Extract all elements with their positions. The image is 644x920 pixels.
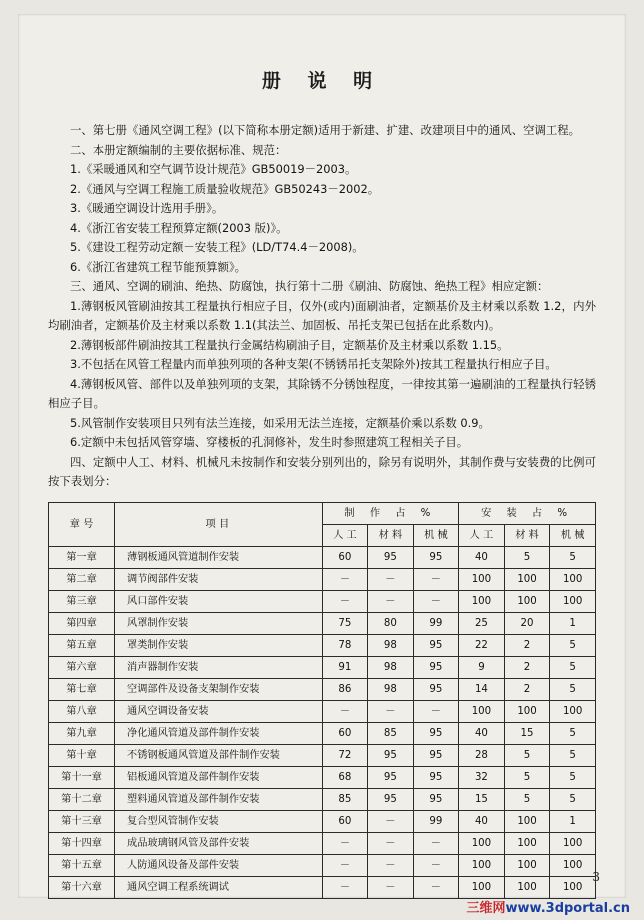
cell-chapter: 第十五章 [49, 854, 115, 876]
cell-item: 不锈钢板通风管道及部件制作安装 [115, 744, 323, 766]
cell-make-labor: － [322, 568, 367, 590]
table-row [49, 810, 596, 832]
header-make-group: 制 作 占 % [322, 502, 458, 524]
cell-make-material: 98 [368, 656, 413, 678]
cell-chapter: 第九章 [49, 722, 115, 744]
cell-item: 通风空调设备安装 [115, 700, 323, 722]
paragraph: 5.风管制作安装项目只列有法兰连接，如采用无法兰连接，定额基价乘以系数 0.9。 [70, 415, 490, 430]
cell-make-machine: － [413, 832, 458, 854]
cell-make-machine: － [413, 854, 458, 876]
paragraph: 1.薄钢板风管刷油按其工程量执行相应子目，仅外(或内)面刷油者，定额基价及主材乘以系数 1.2，内外均刷油者，定额基价及主材乘以系数 1.1(其法兰、加固板、吊托支架已包括在此系数内)。 [48, 298, 596, 332]
cell-chapter: 第十六章 [49, 876, 115, 898]
table-row [49, 678, 596, 700]
header-install-labor: 人 工 [459, 524, 505, 546]
table-row [49, 590, 596, 612]
cell-make-machine: 95 [413, 744, 458, 766]
cell-make-machine: 95 [413, 678, 458, 700]
cell-install-material: 100 [504, 810, 550, 832]
cell-install-material: 20 [504, 612, 550, 634]
cell-item: 人防通风设备及部件安装 [115, 854, 323, 876]
cell-install-material: 100 [504, 700, 550, 722]
scanned-paper [18, 14, 626, 898]
cell-make-labor: － [322, 854, 367, 876]
header-install-group: 安 装 占 % [459, 502, 596, 524]
cell-install-labor: 22 [459, 634, 505, 656]
table-row [49, 832, 596, 854]
cell-item: 空调部件及设备支架制作安装 [115, 678, 323, 700]
cell-make-machine: － [413, 590, 458, 612]
cell-make-material: － [368, 590, 413, 612]
paragraph: 6.《浙江省建筑工程节能预算额》。 [70, 259, 247, 274]
cell-make-material: － [368, 832, 413, 854]
table-row [49, 656, 596, 678]
cell-install-material: 100 [504, 832, 550, 854]
ratio-table [48, 502, 596, 899]
cell-install-labor: 100 [459, 590, 505, 612]
paragraph: 4.薄钢板风管、部件以及单独列项的支架，其除锈不分锈蚀程度，一律按其第一遍刷油的工程量执行轻锈相应子目。 [48, 376, 596, 410]
cell-chapter: 第八章 [49, 700, 115, 722]
paragraph: 2.薄钢板部件刷油按其工程量执行金属结构刷油子目，定额基价及主材乘以系数 1.15。 [70, 337, 509, 352]
cell-install-labor: 14 [459, 678, 505, 700]
cell-make-material: － [368, 854, 413, 876]
cell-make-machine: 99 [413, 810, 458, 832]
cell-make-labor: 60 [322, 810, 367, 832]
watermark-site-name: 三维网 [466, 901, 506, 916]
cell-install-material: 100 [504, 590, 550, 612]
cell-install-machine: 100 [550, 832, 596, 854]
cell-make-material: 95 [368, 766, 413, 788]
cell-install-labor: 28 [459, 744, 505, 766]
cell-make-material: － [368, 810, 413, 832]
cell-install-material: 5 [504, 788, 550, 810]
cell-install-material: 2 [504, 656, 550, 678]
cell-make-material: － [368, 700, 413, 722]
cell-make-machine: － [413, 700, 458, 722]
cell-make-material: － [368, 568, 413, 590]
table-row [49, 766, 596, 788]
header-make-machine: 机 械 [413, 524, 458, 546]
cell-install-labor: 100 [459, 876, 505, 898]
cell-chapter: 第十二章 [49, 788, 115, 810]
cell-install-labor: 100 [459, 832, 505, 854]
watermark-site-url: www.3dportal.cn [505, 901, 630, 916]
cell-make-labor: 72 [322, 744, 367, 766]
cell-make-machine: 95 [413, 788, 458, 810]
cell-install-labor: 15 [459, 788, 505, 810]
cell-make-machine: 95 [413, 722, 458, 744]
paragraph: 1.《采暖通风和空气调节设计规范》GB50019－2003。 [70, 162, 357, 176]
cell-install-machine: 5 [550, 744, 596, 766]
cell-make-labor: － [322, 832, 367, 854]
cell-item: 通风空调工程系统调试 [115, 876, 323, 898]
cell-make-material: 95 [368, 546, 413, 568]
cell-make-labor: 75 [322, 612, 367, 634]
cell-install-material: 5 [504, 744, 550, 766]
header-install-machine: 机 械 [550, 524, 596, 546]
cell-make-machine: 95 [413, 634, 458, 656]
paragraph: 3.《暖通空调设计选用手册》。 [70, 201, 224, 215]
table-row [49, 568, 596, 590]
cell-install-labor: 32 [459, 766, 505, 788]
table-header-row [49, 502, 596, 524]
header-make-material: 材 料 [368, 524, 413, 546]
table-row [49, 634, 596, 656]
page-number: 3 [592, 870, 600, 884]
cell-chapter: 第十一章 [49, 766, 115, 788]
cell-install-machine: 100 [550, 876, 596, 898]
cell-make-material: 85 [368, 722, 413, 744]
cell-install-machine: 5 [550, 788, 596, 810]
cell-item: 薄钢板通风管道制作安装 [115, 546, 323, 568]
cell-make-material: 80 [368, 612, 413, 634]
table-row [49, 722, 596, 744]
cell-item: 调节阀部件安装 [115, 568, 323, 590]
paragraph: 三、通风、空调的刷油、绝热、防腐蚀，执行第十二册《刷油、防腐蚀、绝热工程》相应定额： [70, 279, 549, 293]
cell-make-labor: 60 [322, 546, 367, 568]
table-row [49, 854, 596, 876]
cell-install-material: 5 [504, 766, 550, 788]
cell-install-material: 15 [504, 722, 550, 744]
paragraph: 四、定额中人工、材料、机械凡未按制作和安装分别列出的，除另有说明外，其制作费与安装费的比例可按下表划分： [48, 454, 596, 488]
cell-install-material: 100 [504, 876, 550, 898]
cell-chapter: 第三章 [49, 590, 115, 612]
cell-install-machine: 100 [550, 854, 596, 876]
header-make-labor: 人 工 [322, 524, 367, 546]
cell-chapter: 第五章 [49, 634, 115, 656]
cell-make-labor: 68 [322, 766, 367, 788]
cell-install-machine: 5 [550, 656, 596, 678]
body-text [48, 121, 596, 492]
cell-install-labor: 40 [459, 810, 505, 832]
paragraph: 一、第七册《通风空调工程》(以下简称本册定额)适用于新建、扩建、改建项目中的通风、空调工程。 [70, 123, 581, 137]
cell-make-material: 98 [368, 678, 413, 700]
cell-make-labor: － [322, 590, 367, 612]
cell-item: 塑料通风管道及部件制作安装 [115, 788, 323, 810]
header-install-material: 材 料 [504, 524, 550, 546]
cell-chapter: 第十四章 [49, 832, 115, 854]
cell-make-machine: 95 [413, 546, 458, 568]
table-row [49, 744, 596, 766]
table-row [49, 700, 596, 722]
paragraph: 6.定额中未包括风管穿墙、穿楼板的孔洞修补，发生时参照建筑工程相关子目。 [70, 435, 469, 449]
cell-install-labor: 9 [459, 656, 505, 678]
cell-chapter: 第十三章 [49, 810, 115, 832]
cell-install-machine: 5 [550, 678, 596, 700]
cell-install-material: 5 [504, 546, 550, 568]
cell-install-material: 100 [504, 568, 550, 590]
cell-item: 风口部件安装 [115, 590, 323, 612]
header-chapter: 章 号 [49, 502, 115, 546]
cell-install-material: 100 [504, 854, 550, 876]
cell-make-material: － [368, 876, 413, 898]
cell-install-machine: 5 [550, 722, 596, 744]
cell-install-machine: 100 [550, 590, 596, 612]
page-title: 册 说 明 [261, 70, 383, 92]
cell-make-machine: 95 [413, 766, 458, 788]
cell-chapter: 第四章 [49, 612, 115, 634]
paragraph: 5.《建设工程劳动定额－安装工程》(LD/T74.4－2008)。 [70, 240, 364, 254]
cell-install-labor: 40 [459, 546, 505, 568]
cell-make-labor: 85 [322, 788, 367, 810]
cell-chapter: 第六章 [49, 656, 115, 678]
cell-make-labor: － [322, 876, 367, 898]
paragraph: 二、本册定额编制的主要依据标准、规范： [70, 142, 287, 157]
cell-install-labor: 25 [459, 612, 505, 634]
header-item: 项 目 [115, 502, 323, 546]
table-row [49, 876, 596, 898]
cell-install-labor: 100 [459, 854, 505, 876]
cell-install-machine: 100 [550, 700, 596, 722]
cell-item: 罩类制作安装 [115, 634, 323, 656]
cell-make-material: 95 [368, 744, 413, 766]
paragraph: 2.《通风与空调工程施工质量验收规范》GB50243－2002。 [70, 181, 380, 196]
cell-make-machine: 99 [413, 612, 458, 634]
paragraph: 4.《浙江省安装工程预算定额(2003 版)》。 [70, 220, 288, 235]
cell-item: 风罩制作安装 [115, 612, 323, 634]
cell-install-machine: 100 [550, 568, 596, 590]
table-row [49, 788, 596, 810]
table-row [49, 612, 596, 634]
cell-install-labor: 100 [459, 568, 505, 590]
cell-install-labor: 100 [459, 700, 505, 722]
cell-chapter: 第二章 [49, 568, 115, 590]
cell-make-machine: 95 [413, 656, 458, 678]
cell-item: 铝板通风管道及部件制作安装 [115, 766, 323, 788]
cell-install-labor: 40 [459, 722, 505, 744]
cell-item: 消声器制作安装 [115, 656, 323, 678]
cell-install-machine: 5 [550, 766, 596, 788]
cell-make-labor: 78 [322, 634, 367, 656]
cell-make-labor: 86 [322, 678, 367, 700]
cell-chapter: 第七章 [49, 678, 115, 700]
cell-make-labor: － [322, 700, 367, 722]
cell-make-machine: － [413, 568, 458, 590]
table-row [49, 546, 596, 568]
cell-chapter: 第十章 [49, 744, 115, 766]
cell-item: 净化通风管道及部件制作安装 [115, 722, 323, 744]
cell-item: 成品玻璃钢风管及部件安装 [115, 832, 323, 854]
cell-make-material: 95 [368, 788, 413, 810]
cell-install-material: 2 [504, 678, 550, 700]
cell-make-machine: － [413, 876, 458, 898]
cell-install-machine: 1 [550, 612, 596, 634]
cell-install-machine: 5 [550, 634, 596, 656]
cell-chapter: 第一章 [49, 546, 115, 568]
cell-install-material: 2 [504, 634, 550, 656]
watermark [467, 897, 631, 916]
paragraph: 3.不包括在风管工程量内而单独列项的各种支架(不锈锈吊托支架除外)按其工程量执行相应子目。 [70, 357, 557, 371]
cell-make-material: 98 [368, 634, 413, 656]
cell-install-machine: 5 [550, 546, 596, 568]
cell-make-labor: 91 [322, 656, 367, 678]
cell-item: 复合型风管制作安装 [115, 810, 323, 832]
cell-make-labor: 60 [322, 722, 367, 744]
cell-install-machine: 1 [550, 810, 596, 832]
